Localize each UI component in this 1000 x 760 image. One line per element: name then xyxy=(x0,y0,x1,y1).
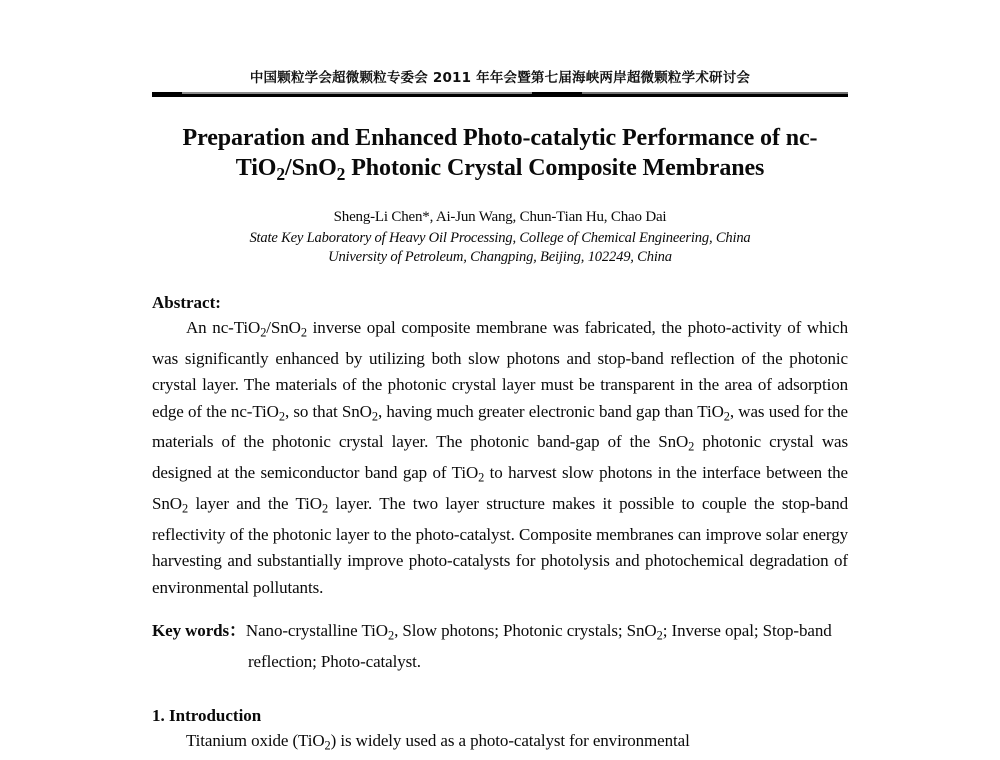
running-header: 中国颗粒学会超微颗粒专委会 2011 年年会暨第七届海峡两岸超微颗粒学术研讨会 xyxy=(249,70,751,86)
section-body-introduction: Titanium oxide (TiO$_2$) is widely used as a photo-catalyst for environmental xyxy=(186,730,690,753)
page-title xyxy=(152,123,848,189)
abstract-heading: Abstract: xyxy=(152,292,221,312)
affiliation-line-2: University of Petroleum, Changping, Beijing, 102249, China xyxy=(328,248,672,265)
title-line-1: Preparation and Enhanced Photo-catalytic Performance of nc- xyxy=(182,125,818,151)
keywords-label: Key words xyxy=(152,621,230,641)
abstract-body: An nc-TiO$_2$/SnO$_2$ inverse opal composite membrane was fabricated, the photo-activity of which was significantly enhanced by utilizing both slow photons and stop-band reflection of the photonic crystal layer. The materials of the photonic crystal layer must be transparent in the area of adsorption edge of the nc-TiO$_2$, so that SnO$_2$, having much greater electronic band gap than TiO$_2$, was used for the materials of the photonic crystal layer. The photonic band-gap of the SnO$_2$ photonic crystal was designed at the semiconductor band gap of TiO$_2$ to harvest slow photons in the interface between the SnO$_2$ layer and the TiO$_2$ layer. The two layer structure makes it possible to couple the stop-band reflectivity of the photonic layer to the photo-catalyst. Composite membranes can improve solar energy harvesting and substantially improve photo-catalysts for photolysis and photochemical degradation of environmental pollutants. xyxy=(152,317,849,597)
author-list: Sheng-Li Chen*, Ai-Jun Wang, Chun-Tian Hu, Chao Dai xyxy=(333,208,667,225)
header-rule xyxy=(152,92,848,97)
section-heading-introduction: 1. Introduction xyxy=(152,705,262,725)
affiliation xyxy=(152,229,848,267)
page-content xyxy=(152,0,848,760)
keywords-separator: ： xyxy=(229,621,246,641)
affiliation-line-1: State Key Laboratory of Heavy Oil Processing, College of Chemical Engineering, China xyxy=(249,229,751,246)
title-line-2: TiO$_2$/SnO$_2$ Photonic Crystal Composite Membranes xyxy=(235,155,765,184)
keywords: Key words：Nano-crystalline TiO$_2$, Slow photons; Photonic crystals; SnO$_2$; Inverse opal; Stop-band reflection; Photo-catalyst. xyxy=(152,621,832,672)
